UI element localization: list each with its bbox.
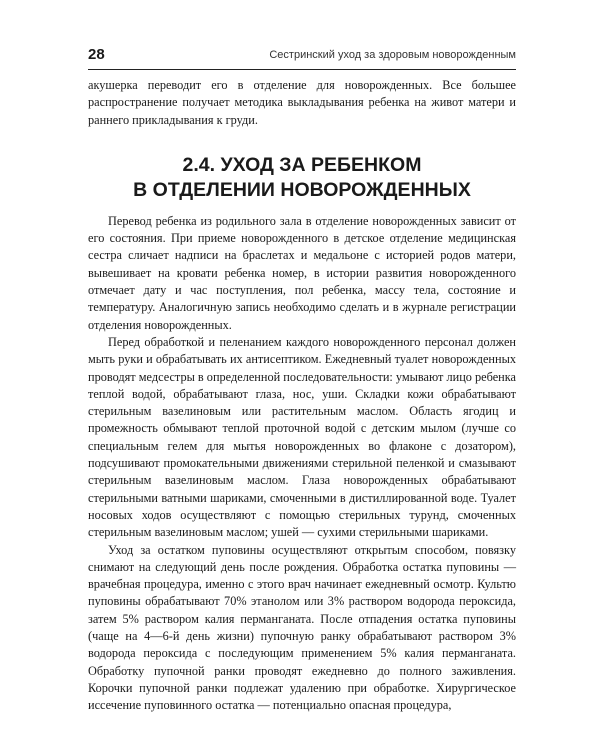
- section-title-line-1: 2.4. УХОД ЗА РЕБЕНКОМ: [182, 153, 422, 176]
- paragraph-umbilical-care: Уход за остатком пуповины осуществляют открытым способом, повязку снимают на следующий день после рождения. Обработка остатка пуповины — врачебная процедура, именно с этого врач начинает ежедневный осмотр. Культю пуповины обрабатывают 70% этанолом или 3% раствором водорода пероксида, затем 5% раствором калия перманганата. После отпадения остатка пуповины (чаще на 4—6-й день жизни) пупочную ранку обрабатывают раствором 3% водорода пероксида с последующим применением 5% калия перманганата. Обработку пупочной ранки проводят ежедневно до полного заживления. Корочки пупочной ранки подлежат удалению при обработке. Хирургическое иссечение пуповинного остатка — потенциально опасная процедура,: [88, 542, 516, 713]
- intro-paragraph: акушерка переводит его в отделение для новорожденных. Все большее распространение получает методика выкладывания ребенка на живот матери и раннего прикладывания к груди.: [88, 78, 516, 127]
- page-number: 28: [88, 46, 105, 63]
- section-title-line-2: В ОТДЕЛЕНИИ НОВОРОЖДЕННЫХ: [133, 178, 471, 201]
- paragraph-daily-care: Перед обработкой и пеленанием каждого новорожденного персонал должен мыть руки и обрабатывать их антисептиком. Ежедневный туалет новорожденных проводят медсестры в определенной последовательности: умывают лицо ребенка теплой водой, обрабатывают глаза, нос, уши. Складки кожи обрабатывают стерильным вазелиновым или растительным маслом. Область ягодиц и промежность обмывают теплой проточной водой с детским мылом (лучше со специальным гелем для мытья новорожденных во флаконе с дозатором), подсушивают промокательными движениями стерильной пеленкой и смазывают стерильным вазелиновым маслом. Глаза новорожденных обрабатывают стерильными ватными шариками, смоченными в дистиллированной воде. Туалет носовых ходов осуществляют с помощью стерильных турунд, смоченных стерильным вазелиновым маслом; ушей — сухими стерильными шариками.: [88, 334, 516, 540]
- running-head: Сестринский уход за здоровым новорожденным: [269, 49, 516, 61]
- header-rule: [88, 69, 516, 70]
- section-title: [88, 153, 516, 203]
- page-header: [88, 45, 516, 69]
- paragraph-admission: Перевод ребенка из родильного зала в отделение новорожденных зависит от его состояния. При приеме новорожденного в детское отделение медицинская сестра сличает надписи на браслетах и медальоне с историей родов матери, вывешивает на кровати ребенка номер, в истории развития новорожденного отмечает дату и час поступления, пол ребенка, массу тела, состояние и температуру. Аналогичную запись необходимо сделать и в журнале регистрации отделения новорожденных.: [88, 213, 516, 332]
- page-body: [88, 77, 516, 715]
